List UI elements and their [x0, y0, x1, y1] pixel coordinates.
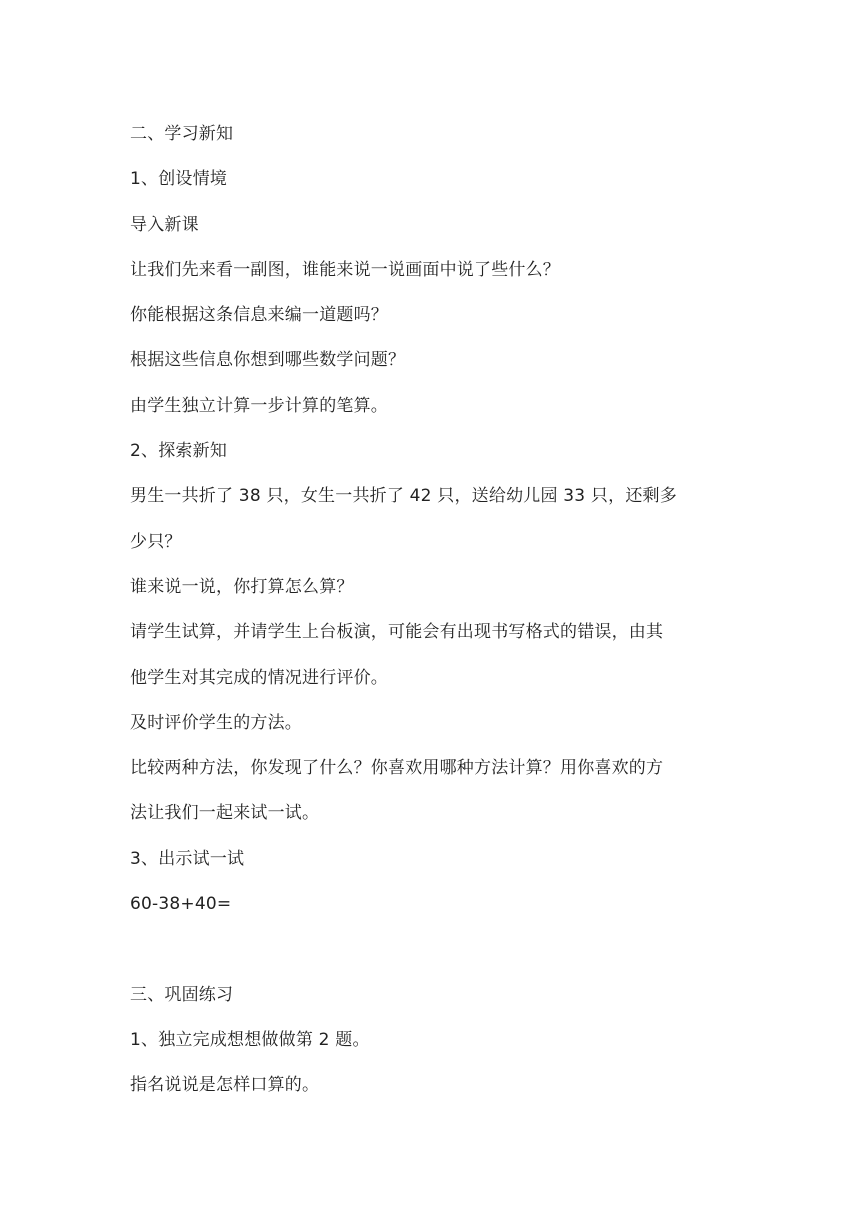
- text-line: 指名说说是怎样口算的。: [130, 1075, 320, 1096]
- subheading-independent-work: 1、独立完成想想做做第 2 题。: [130, 1029, 370, 1050]
- section-heading-practice: 三、巩固练习: [130, 984, 234, 1005]
- text-line: 他学生对其完成的情况进行评价。: [130, 667, 388, 688]
- blank-line: [130, 927, 742, 972]
- text-line: 少只？: [130, 531, 182, 552]
- text-line: 根据这些信息你想到哪些数学问题？: [130, 350, 406, 371]
- text-line: 由学生独立计算一步计算的笔算。: [130, 395, 388, 416]
- text-line: 请学生试算，并请学生上台板演，可能会有出现书写格式的错误，由其: [130, 622, 664, 643]
- document-body: [130, 112, 742, 1109]
- subheading-create-scenario: 1、创设情境: [130, 169, 228, 190]
- subheading-explore-new: 2、探索新知: [130, 441, 228, 462]
- text-line: 法让我们一起来试一试。: [130, 803, 320, 824]
- text-line: 让我们先来看一副图，谁能来说一说画面中说了些什么？: [130, 259, 560, 280]
- text-line: 导入新课: [130, 214, 199, 235]
- text-line: 你能根据这条信息来编一道题吗？: [130, 305, 388, 326]
- text-line: 谁来说一说，你打算怎么算？: [130, 576, 354, 597]
- text-line: 及时评价学生的方法。: [130, 712, 302, 733]
- text-line: 男生一共折了 38 只，女生一共折了 42 只，送给幼儿园 33 只，还剩多: [130, 486, 677, 507]
- subheading-try-it: 3、出示试一试: [130, 848, 245, 869]
- section-heading-learn-new: 二、学习新知: [130, 124, 234, 144]
- math-expression: 60-38+40=: [130, 894, 232, 915]
- text-line: 比较两种方法，你发现了什么？你喜欢用哪种方法计算？用你喜欢的方: [130, 758, 664, 779]
